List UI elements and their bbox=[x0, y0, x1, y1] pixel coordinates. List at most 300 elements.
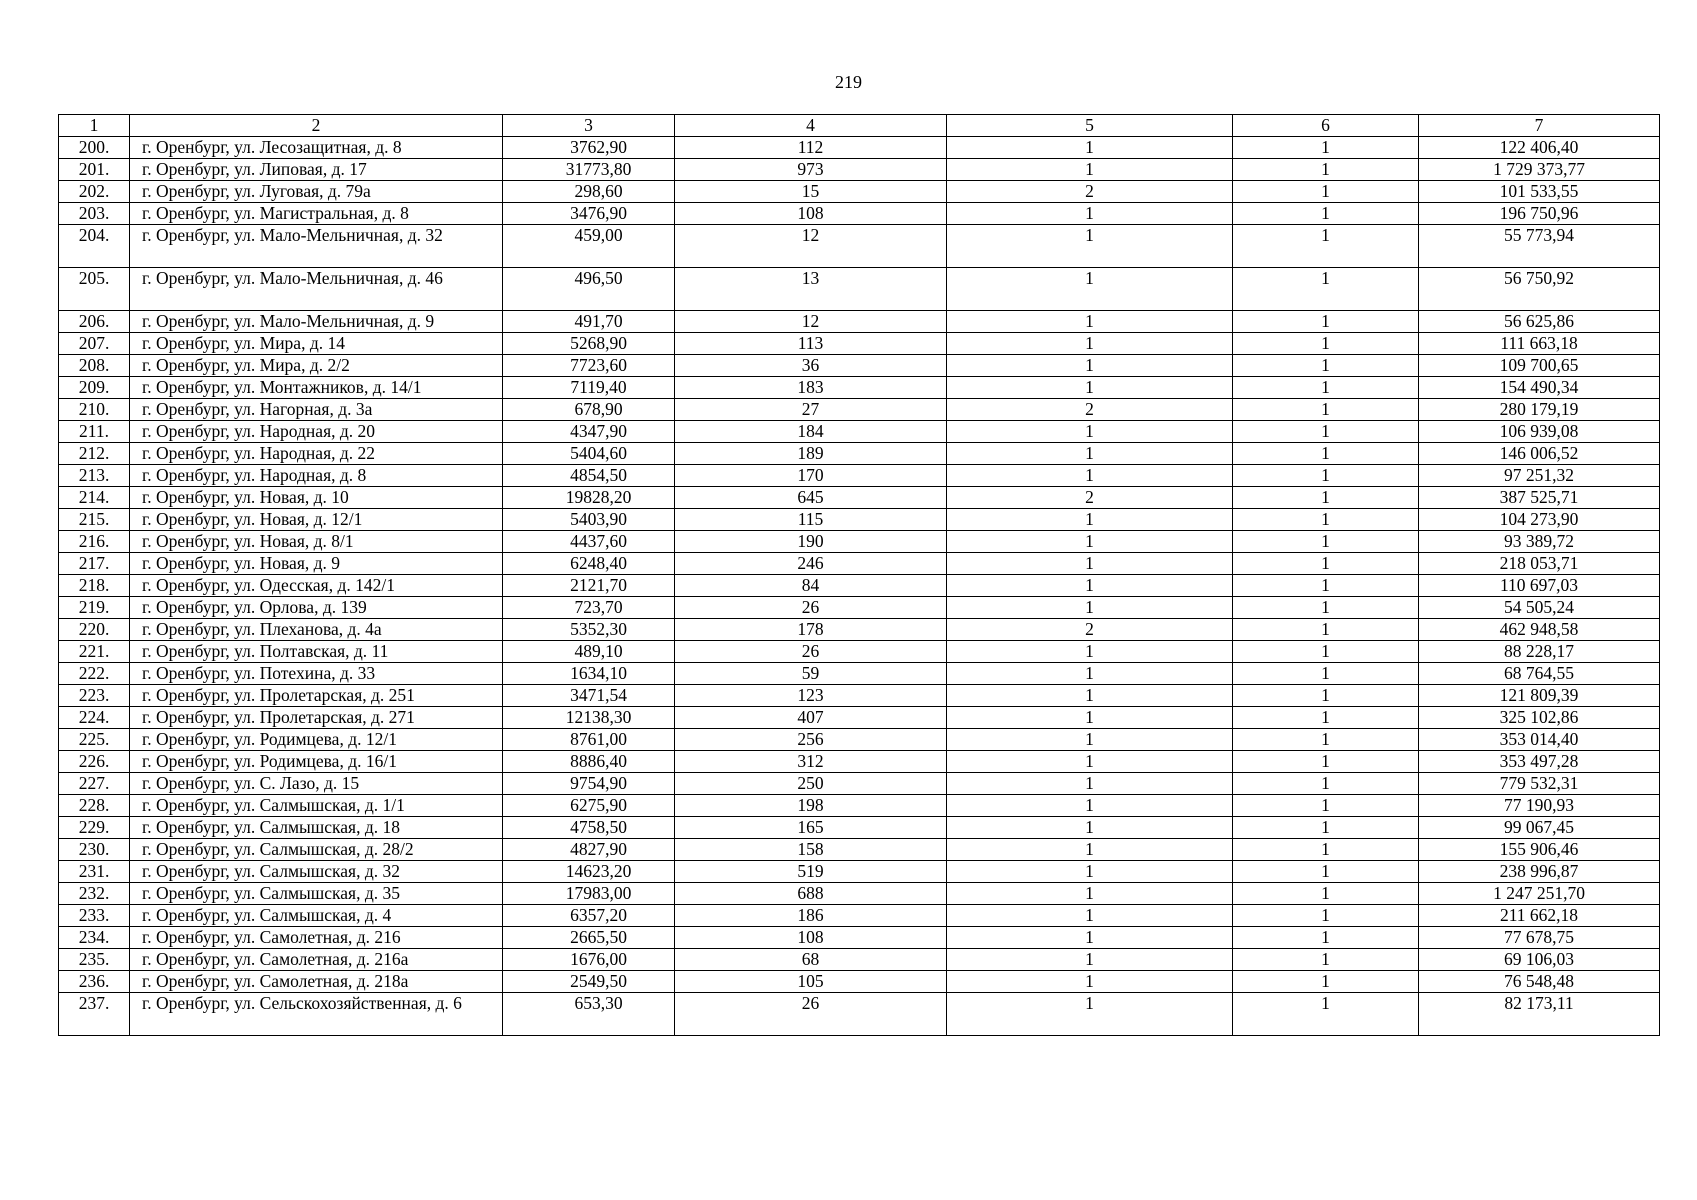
col6-cell: 1 bbox=[1233, 181, 1419, 203]
address-cell: г. Оренбург, ул. Народная, д. 22 bbox=[130, 443, 503, 465]
area-cell: 5268,90 bbox=[503, 333, 675, 355]
col6-cell: 1 bbox=[1233, 993, 1419, 1036]
amount-cell: 325 102,86 bbox=[1419, 707, 1660, 729]
col6-cell: 1 bbox=[1233, 839, 1419, 861]
table-row bbox=[59, 575, 1660, 597]
amount-cell: 779 532,31 bbox=[1419, 773, 1660, 795]
amount-cell: 353 014,40 bbox=[1419, 729, 1660, 751]
row-number-cell: 205. bbox=[59, 268, 130, 311]
header-cell: 7 bbox=[1419, 115, 1660, 137]
address-cell: г. Оренбург, ул. Мало-Мельничная, д. 32 bbox=[130, 225, 503, 268]
address-cell: г. Оренбург, ул. Салмышская, д. 35 bbox=[130, 883, 503, 905]
table-row bbox=[59, 399, 1660, 421]
count-cell: 158 bbox=[675, 839, 947, 861]
col5-cell: 1 bbox=[947, 137, 1233, 159]
col5-cell: 1 bbox=[947, 795, 1233, 817]
table-row bbox=[59, 553, 1660, 575]
row-number-cell: 236. bbox=[59, 971, 130, 993]
address-cell: г. Оренбург, ул. Салмышская, д. 1/1 bbox=[130, 795, 503, 817]
address-cell: г. Оренбург, ул. Новая, д. 12/1 bbox=[130, 509, 503, 531]
col6-cell: 1 bbox=[1233, 553, 1419, 575]
amount-cell: 462 948,58 bbox=[1419, 619, 1660, 641]
table-row bbox=[59, 181, 1660, 203]
col5-cell: 2 bbox=[947, 487, 1233, 509]
area-cell: 2549,50 bbox=[503, 971, 675, 993]
address-cell: г. Оренбург, ул. Новая, д. 10 bbox=[130, 487, 503, 509]
table-row bbox=[59, 465, 1660, 487]
col6-cell: 1 bbox=[1233, 729, 1419, 751]
address-cell: г. Оренбург, ул. Пролетарская, д. 271 bbox=[130, 707, 503, 729]
col5-cell: 1 bbox=[947, 355, 1233, 377]
address-cell: г. Оренбург, ул. Мира, д. 14 bbox=[130, 333, 503, 355]
amount-cell: 111 663,18 bbox=[1419, 333, 1660, 355]
table-row bbox=[59, 377, 1660, 399]
count-cell: 59 bbox=[675, 663, 947, 685]
col6-cell: 1 bbox=[1233, 685, 1419, 707]
amount-cell: 76 548,48 bbox=[1419, 971, 1660, 993]
row-number-cell: 231. bbox=[59, 861, 130, 883]
count-cell: 113 bbox=[675, 333, 947, 355]
col6-cell: 1 bbox=[1233, 311, 1419, 333]
count-cell: 26 bbox=[675, 597, 947, 619]
area-cell: 4437,60 bbox=[503, 531, 675, 553]
header-cell: 5 bbox=[947, 115, 1233, 137]
col6-cell: 1 bbox=[1233, 641, 1419, 663]
col6-cell: 1 bbox=[1233, 531, 1419, 553]
address-cell: г. Оренбург, ул. Самолетная, д. 216а bbox=[130, 949, 503, 971]
area-cell: 678,90 bbox=[503, 399, 675, 421]
row-number-cell: 221. bbox=[59, 641, 130, 663]
count-cell: 12 bbox=[675, 225, 947, 268]
address-cell: г. Оренбург, ул. Родимцева, д. 12/1 bbox=[130, 729, 503, 751]
header-cell: 1 bbox=[59, 115, 130, 137]
area-cell: 4347,90 bbox=[503, 421, 675, 443]
count-cell: 13 bbox=[675, 268, 947, 311]
address-cell: г. Оренбург, ул. Плеханова, д. 4а bbox=[130, 619, 503, 641]
area-cell: 6357,20 bbox=[503, 905, 675, 927]
amount-cell: 121 809,39 bbox=[1419, 685, 1660, 707]
address-cell: г. Оренбург, ул. Самолетная, д. 216 bbox=[130, 927, 503, 949]
area-cell: 17983,00 bbox=[503, 883, 675, 905]
col5-cell: 1 bbox=[947, 421, 1233, 443]
amount-cell: 68 764,55 bbox=[1419, 663, 1660, 685]
table-row bbox=[59, 159, 1660, 181]
row-number-cell: 215. bbox=[59, 509, 130, 531]
col6-cell: 1 bbox=[1233, 861, 1419, 883]
col6-cell: 1 bbox=[1233, 971, 1419, 993]
amount-cell: 82 173,11 bbox=[1419, 993, 1660, 1036]
count-cell: 688 bbox=[675, 883, 947, 905]
amount-cell: 122 406,40 bbox=[1419, 137, 1660, 159]
col5-cell: 1 bbox=[947, 268, 1233, 311]
row-number-cell: 209. bbox=[59, 377, 130, 399]
area-cell: 12138,30 bbox=[503, 707, 675, 729]
amount-cell: 196 750,96 bbox=[1419, 203, 1660, 225]
row-number-cell: 204. bbox=[59, 225, 130, 268]
address-cell: г. Оренбург, ул. Магистральная, д. 8 bbox=[130, 203, 503, 225]
row-number-cell: 224. bbox=[59, 707, 130, 729]
row-number-cell: 225. bbox=[59, 729, 130, 751]
amount-cell: 1 247 251,70 bbox=[1419, 883, 1660, 905]
address-cell: г. Оренбург, ул. Лесозащитная, д. 8 bbox=[130, 137, 503, 159]
address-cell: г. Оренбург, ул. Потехина, д. 33 bbox=[130, 663, 503, 685]
amount-cell: 99 067,45 bbox=[1419, 817, 1660, 839]
address-cell: г. Оренбург, ул. Одесская, д. 142/1 bbox=[130, 575, 503, 597]
col5-cell: 1 bbox=[947, 553, 1233, 575]
area-cell: 3471,54 bbox=[503, 685, 675, 707]
col5-cell: 1 bbox=[947, 883, 1233, 905]
housing-table bbox=[58, 114, 1660, 1036]
area-cell: 4758,50 bbox=[503, 817, 675, 839]
address-cell: г. Оренбург, ул. Салмышская, д. 4 bbox=[130, 905, 503, 927]
col5-cell: 2 bbox=[947, 619, 1233, 641]
amount-cell: 56 625,86 bbox=[1419, 311, 1660, 333]
table-row bbox=[59, 421, 1660, 443]
amount-cell: 109 700,65 bbox=[1419, 355, 1660, 377]
area-cell: 459,00 bbox=[503, 225, 675, 268]
row-number-cell: 233. bbox=[59, 905, 130, 927]
area-cell: 2665,50 bbox=[503, 927, 675, 949]
amount-cell: 110 697,03 bbox=[1419, 575, 1660, 597]
address-cell: г. Оренбург, ул. Пролетарская, д. 251 bbox=[130, 685, 503, 707]
col6-cell: 1 bbox=[1233, 377, 1419, 399]
col6-cell: 1 bbox=[1233, 268, 1419, 311]
area-cell: 7119,40 bbox=[503, 377, 675, 399]
table-row bbox=[59, 443, 1660, 465]
amount-cell: 77 678,75 bbox=[1419, 927, 1660, 949]
col5-cell: 1 bbox=[947, 927, 1233, 949]
row-number-cell: 213. bbox=[59, 465, 130, 487]
amount-cell: 97 251,32 bbox=[1419, 465, 1660, 487]
count-cell: 246 bbox=[675, 553, 947, 575]
amount-cell: 211 662,18 bbox=[1419, 905, 1660, 927]
count-cell: 256 bbox=[675, 729, 947, 751]
count-cell: 108 bbox=[675, 203, 947, 225]
header-cell: 6 bbox=[1233, 115, 1419, 137]
area-cell: 19828,20 bbox=[503, 487, 675, 509]
amount-cell: 106 939,08 bbox=[1419, 421, 1660, 443]
col5-cell: 1 bbox=[947, 597, 1233, 619]
address-cell: г. Оренбург, ул. Салмышская, д. 32 bbox=[130, 861, 503, 883]
address-cell: г. Оренбург, ул. Монтажников, д. 14/1 bbox=[130, 377, 503, 399]
count-cell: 312 bbox=[675, 751, 947, 773]
col6-cell: 1 bbox=[1233, 773, 1419, 795]
address-cell: г. Оренбург, ул. С. Лазо, д. 15 bbox=[130, 773, 503, 795]
count-cell: 68 bbox=[675, 949, 947, 971]
area-cell: 1676,00 bbox=[503, 949, 675, 971]
col5-cell: 1 bbox=[947, 751, 1233, 773]
area-cell: 496,50 bbox=[503, 268, 675, 311]
col6-cell: 1 bbox=[1233, 443, 1419, 465]
address-cell: г. Оренбург, ул. Липовая, д. 17 bbox=[130, 159, 503, 181]
col5-cell: 1 bbox=[947, 861, 1233, 883]
area-cell: 3476,90 bbox=[503, 203, 675, 225]
col6-cell: 1 bbox=[1233, 421, 1419, 443]
table-row bbox=[59, 751, 1660, 773]
col5-cell: 1 bbox=[947, 817, 1233, 839]
amount-cell: 69 106,03 bbox=[1419, 949, 1660, 971]
area-cell: 5404,60 bbox=[503, 443, 675, 465]
count-cell: 186 bbox=[675, 905, 947, 927]
area-cell: 3762,90 bbox=[503, 137, 675, 159]
col5-cell: 1 bbox=[947, 949, 1233, 971]
address-cell: г. Оренбург, ул. Новая, д. 8/1 bbox=[130, 531, 503, 553]
table-row bbox=[59, 311, 1660, 333]
row-number-cell: 237. bbox=[59, 993, 130, 1036]
col6-cell: 1 bbox=[1233, 225, 1419, 268]
col6-cell: 1 bbox=[1233, 927, 1419, 949]
area-cell: 2121,70 bbox=[503, 575, 675, 597]
col5-cell: 1 bbox=[947, 225, 1233, 268]
col6-cell: 1 bbox=[1233, 465, 1419, 487]
row-number-cell: 230. bbox=[59, 839, 130, 861]
area-cell: 491,70 bbox=[503, 311, 675, 333]
amount-cell: 55 773,94 bbox=[1419, 225, 1660, 268]
table-row bbox=[59, 355, 1660, 377]
col6-cell: 1 bbox=[1233, 399, 1419, 421]
col5-cell: 1 bbox=[947, 333, 1233, 355]
area-cell: 5352,30 bbox=[503, 619, 675, 641]
address-cell: г. Оренбург, ул. Полтавская, д. 11 bbox=[130, 641, 503, 663]
address-cell: г. Оренбург, ул. Луговая, д. 79а bbox=[130, 181, 503, 203]
amount-cell: 104 273,90 bbox=[1419, 509, 1660, 531]
row-number-cell: 217. bbox=[59, 553, 130, 575]
col5-cell: 1 bbox=[947, 159, 1233, 181]
row-number-cell: 234. bbox=[59, 927, 130, 949]
area-cell: 6248,40 bbox=[503, 553, 675, 575]
col5-cell: 1 bbox=[947, 531, 1233, 553]
col5-cell: 1 bbox=[947, 663, 1233, 685]
count-cell: 645 bbox=[675, 487, 947, 509]
area-cell: 4827,90 bbox=[503, 839, 675, 861]
count-cell: 15 bbox=[675, 181, 947, 203]
table-row bbox=[59, 905, 1660, 927]
count-cell: 165 bbox=[675, 817, 947, 839]
area-cell: 31773,80 bbox=[503, 159, 675, 181]
col5-cell: 1 bbox=[947, 509, 1233, 531]
row-number-cell: 229. bbox=[59, 817, 130, 839]
amount-cell: 77 190,93 bbox=[1419, 795, 1660, 817]
address-cell: г. Оренбург, ул. Новая, д. 9 bbox=[130, 553, 503, 575]
row-number-cell: 202. bbox=[59, 181, 130, 203]
count-cell: 250 bbox=[675, 773, 947, 795]
col6-cell: 1 bbox=[1233, 355, 1419, 377]
amount-cell: 93 389,72 bbox=[1419, 531, 1660, 553]
address-cell: г. Оренбург, ул. Салмышская, д. 28/2 bbox=[130, 839, 503, 861]
count-cell: 123 bbox=[675, 685, 947, 707]
table-row bbox=[59, 225, 1660, 268]
table-row bbox=[59, 729, 1660, 751]
col6-cell: 1 bbox=[1233, 159, 1419, 181]
count-cell: 115 bbox=[675, 509, 947, 531]
col6-cell: 1 bbox=[1233, 203, 1419, 225]
amount-cell: 56 750,92 bbox=[1419, 268, 1660, 311]
col5-cell: 1 bbox=[947, 993, 1233, 1036]
table-row bbox=[59, 487, 1660, 509]
table-row bbox=[59, 685, 1660, 707]
address-cell: г. Оренбург, ул. Родимцева, д. 16/1 bbox=[130, 751, 503, 773]
col6-cell: 1 bbox=[1233, 333, 1419, 355]
area-cell: 6275,90 bbox=[503, 795, 675, 817]
amount-cell: 280 179,19 bbox=[1419, 399, 1660, 421]
col5-cell: 1 bbox=[947, 729, 1233, 751]
row-number-cell: 218. bbox=[59, 575, 130, 597]
header-row bbox=[59, 115, 1660, 137]
col6-cell: 1 bbox=[1233, 509, 1419, 531]
col6-cell: 1 bbox=[1233, 883, 1419, 905]
col5-cell: 1 bbox=[947, 443, 1233, 465]
col6-cell: 1 bbox=[1233, 817, 1419, 839]
area-cell: 9754,90 bbox=[503, 773, 675, 795]
area-cell: 14623,20 bbox=[503, 861, 675, 883]
col5-cell: 1 bbox=[947, 311, 1233, 333]
count-cell: 12 bbox=[675, 311, 947, 333]
count-cell: 108 bbox=[675, 927, 947, 949]
row-number-cell: 208. bbox=[59, 355, 130, 377]
table-row bbox=[59, 817, 1660, 839]
row-number-cell: 203. bbox=[59, 203, 130, 225]
count-cell: 184 bbox=[675, 421, 947, 443]
col5-cell: 1 bbox=[947, 575, 1233, 597]
amount-cell: 218 053,71 bbox=[1419, 553, 1660, 575]
table-row bbox=[59, 597, 1660, 619]
col6-cell: 1 bbox=[1233, 751, 1419, 773]
count-cell: 198 bbox=[675, 795, 947, 817]
table-row bbox=[59, 203, 1660, 225]
count-cell: 190 bbox=[675, 531, 947, 553]
count-cell: 973 bbox=[675, 159, 947, 181]
row-number-cell: 226. bbox=[59, 751, 130, 773]
col5-cell: 1 bbox=[947, 905, 1233, 927]
row-number-cell: 201. bbox=[59, 159, 130, 181]
amount-cell: 238 996,87 bbox=[1419, 861, 1660, 883]
col6-cell: 1 bbox=[1233, 905, 1419, 927]
col6-cell: 1 bbox=[1233, 707, 1419, 729]
table-row bbox=[59, 619, 1660, 641]
col6-cell: 1 bbox=[1233, 949, 1419, 971]
col6-cell: 1 bbox=[1233, 795, 1419, 817]
table-row bbox=[59, 707, 1660, 729]
row-number-cell: 220. bbox=[59, 619, 130, 641]
col6-cell: 1 bbox=[1233, 137, 1419, 159]
address-cell: г. Оренбург, ул. Сельскохозяйственная, д. 6 bbox=[130, 993, 503, 1036]
col5-cell: 2 bbox=[947, 181, 1233, 203]
table-row bbox=[59, 773, 1660, 795]
col5-cell: 1 bbox=[947, 203, 1233, 225]
row-number-cell: 211. bbox=[59, 421, 130, 443]
table-body bbox=[59, 137, 1660, 1036]
col5-cell: 1 bbox=[947, 641, 1233, 663]
header-cell: 2 bbox=[130, 115, 503, 137]
address-cell: г. Оренбург, ул. Нагорная, д. 3а bbox=[130, 399, 503, 421]
col5-cell: 2 bbox=[947, 399, 1233, 421]
col6-cell: 1 bbox=[1233, 619, 1419, 641]
area-cell: 4854,50 bbox=[503, 465, 675, 487]
header-cell: 3 bbox=[503, 115, 675, 137]
address-cell: г. Оренбург, ул. Мало-Мельничная, д. 46 bbox=[130, 268, 503, 311]
address-cell: г. Оренбург, ул. Мало-Мельничная, д. 9 bbox=[130, 311, 503, 333]
area-cell: 653,30 bbox=[503, 993, 675, 1036]
header-cell: 4 bbox=[675, 115, 947, 137]
table-row bbox=[59, 641, 1660, 663]
address-cell: г. Оренбург, ул. Салмышская, д. 18 bbox=[130, 817, 503, 839]
col5-cell: 1 bbox=[947, 707, 1233, 729]
count-cell: 105 bbox=[675, 971, 947, 993]
address-cell: г. Оренбург, ул. Мира, д. 2/2 bbox=[130, 355, 503, 377]
col5-cell: 1 bbox=[947, 773, 1233, 795]
count-cell: 407 bbox=[675, 707, 947, 729]
col5-cell: 1 bbox=[947, 377, 1233, 399]
col5-cell: 1 bbox=[947, 971, 1233, 993]
count-cell: 27 bbox=[675, 399, 947, 421]
amount-cell: 154 490,34 bbox=[1419, 377, 1660, 399]
col6-cell: 1 bbox=[1233, 575, 1419, 597]
table-row bbox=[59, 993, 1660, 1036]
amount-cell: 101 533,55 bbox=[1419, 181, 1660, 203]
count-cell: 519 bbox=[675, 861, 947, 883]
address-cell: г. Оренбург, ул. Самолетная, д. 218а bbox=[130, 971, 503, 993]
amount-cell: 54 505,24 bbox=[1419, 597, 1660, 619]
area-cell: 723,70 bbox=[503, 597, 675, 619]
area-cell: 298,60 bbox=[503, 181, 675, 203]
col5-cell: 1 bbox=[947, 685, 1233, 707]
col6-cell: 1 bbox=[1233, 487, 1419, 509]
table-row bbox=[59, 333, 1660, 355]
count-cell: 26 bbox=[675, 641, 947, 663]
table-row bbox=[59, 531, 1660, 553]
amount-cell: 88 228,17 bbox=[1419, 641, 1660, 663]
amount-cell: 387 525,71 bbox=[1419, 487, 1660, 509]
col5-cell: 1 bbox=[947, 839, 1233, 861]
table-row bbox=[59, 509, 1660, 531]
table-row bbox=[59, 949, 1660, 971]
table-row bbox=[59, 971, 1660, 993]
address-cell: г. Оренбург, ул. Народная, д. 20 bbox=[130, 421, 503, 443]
count-cell: 178 bbox=[675, 619, 947, 641]
row-number-cell: 232. bbox=[59, 883, 130, 905]
row-number-cell: 235. bbox=[59, 949, 130, 971]
row-number-cell: 227. bbox=[59, 773, 130, 795]
col6-cell: 1 bbox=[1233, 663, 1419, 685]
page-number: 219 bbox=[835, 72, 862, 92]
area-cell: 1634,10 bbox=[503, 663, 675, 685]
table-row bbox=[59, 795, 1660, 817]
amount-cell: 353 497,28 bbox=[1419, 751, 1660, 773]
row-number-cell: 207. bbox=[59, 333, 130, 355]
row-number-cell: 216. bbox=[59, 531, 130, 553]
count-cell: 183 bbox=[675, 377, 947, 399]
count-cell: 36 bbox=[675, 355, 947, 377]
amount-cell: 1 729 373,77 bbox=[1419, 159, 1660, 181]
area-cell: 5403,90 bbox=[503, 509, 675, 531]
row-number-cell: 228. bbox=[59, 795, 130, 817]
table-row bbox=[59, 861, 1660, 883]
table-row bbox=[59, 927, 1660, 949]
address-cell: г. Оренбург, ул. Орлова, д. 139 bbox=[130, 597, 503, 619]
row-number-cell: 214. bbox=[59, 487, 130, 509]
table-row bbox=[59, 883, 1660, 905]
area-cell: 8886,40 bbox=[503, 751, 675, 773]
row-number-cell: 212. bbox=[59, 443, 130, 465]
amount-cell: 155 906,46 bbox=[1419, 839, 1660, 861]
row-number-cell: 222. bbox=[59, 663, 130, 685]
col5-cell: 1 bbox=[947, 465, 1233, 487]
table-row bbox=[59, 268, 1660, 311]
row-number-cell: 219. bbox=[59, 597, 130, 619]
count-cell: 189 bbox=[675, 443, 947, 465]
table-row bbox=[59, 137, 1660, 159]
count-cell: 26 bbox=[675, 993, 947, 1036]
